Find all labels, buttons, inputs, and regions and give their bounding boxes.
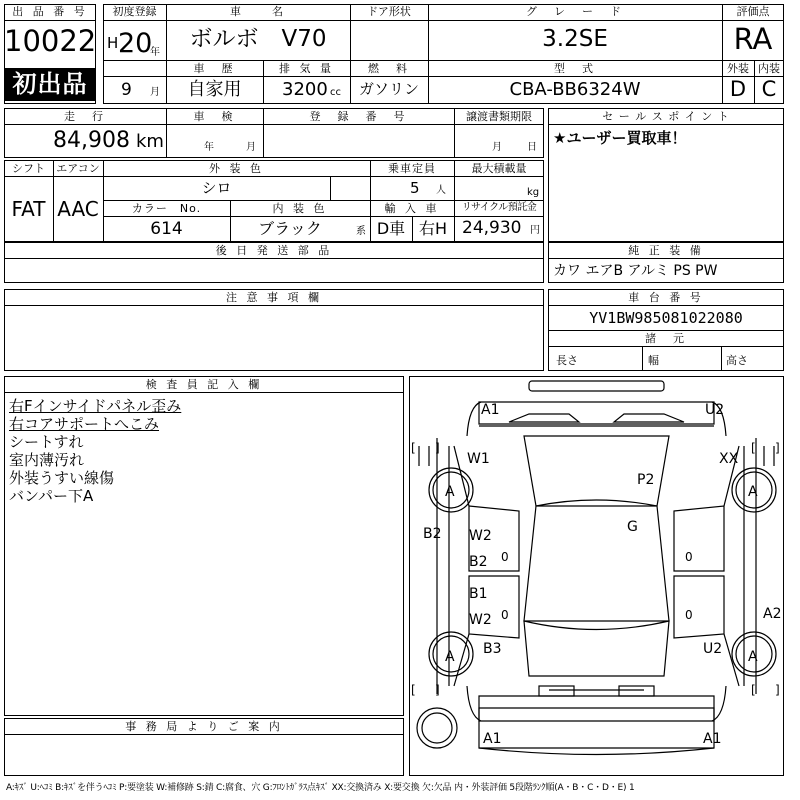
mark-door-fl-1: W2 — [469, 528, 492, 544]
mark-door-rl-1: B1 — [469, 586, 488, 602]
mark-hood: P2 — [637, 472, 655, 488]
mark-side-left: B2 — [423, 526, 442, 542]
color-no: 614 — [150, 219, 183, 239]
front-bumper-outline — [479, 402, 714, 424]
int-color: ブラック — [258, 219, 322, 238]
model-code: CBA-BB6324W — [509, 79, 641, 100]
bracket-open-rear-right: [ — [751, 683, 756, 697]
history-header: 車 歴 — [193, 62, 236, 75]
height-label: 高さ — [726, 354, 748, 367]
transfer-day-unit: 日 — [527, 142, 537, 153]
recycle-unit: 円 — [530, 225, 540, 236]
headlight-right — [614, 414, 684, 422]
genuine-equip-header: 純 正 装 備 — [628, 244, 704, 257]
displacement-unit: cc — [330, 87, 341, 98]
mark-bumper-rear-left: A1 — [483, 731, 502, 747]
int-color-suffix: 系 — [356, 226, 366, 237]
grade-header: グ レ ー ド — [526, 5, 624, 18]
inspection-year-unit: 年 — [204, 142, 214, 153]
displacement: 3200 — [282, 79, 328, 100]
interior-header: 内装 — [758, 62, 780, 75]
car-name: ボルボ V70 — [189, 26, 327, 52]
model-code-header: 型 式 — [554, 62, 596, 75]
genuine-equipment: カワ エアB アルミ PS PW — [553, 263, 718, 279]
mark-front-left: A1 — [481, 402, 500, 418]
inspector-note-line: 右コアサポートへこみ — [9, 415, 160, 433]
mark-roof: G — [627, 519, 638, 535]
year-unit: 年 — [150, 47, 160, 58]
ext-color-header: 外 装 色 — [209, 162, 264, 175]
car-diagram — [409, 376, 784, 776]
aircon-header: エアコン — [56, 162, 100, 175]
shift: FAT — [11, 197, 46, 221]
later-parts-header: 後 日 発 送 部 品 — [215, 244, 333, 257]
hood — [524, 436, 669, 506]
fuel-header: 燃 料 — [368, 62, 410, 75]
chassis-number: YV1BW985081022080 — [589, 309, 743, 327]
door-handle-fl: 0 — [501, 550, 509, 564]
rating: RA — [733, 22, 773, 56]
capacity-unit: 人 — [436, 185, 446, 196]
mark-wheel-rl: A — [445, 649, 455, 665]
inspector-note-line: 室内薄汚れ — [9, 451, 85, 469]
capacity-header: 乗車定員 — [388, 162, 436, 175]
mark-wheel-fl: A — [445, 484, 455, 500]
transfer-docs-header: 譲渡書類期限 — [466, 110, 532, 123]
mark-rear-quarter-right: A2 — [763, 606, 782, 622]
transfer-month-unit: 月 — [492, 142, 502, 153]
length-label: 長さ — [556, 354, 578, 367]
bracket-close-rear-right: ] — [775, 683, 780, 697]
damage-legend: A:ｷｽﾞ U:ﾍｺﾐ B:ｷｽﾞを伴うﾍｺﾐ P:要塗装 W:補修跡 S:錆 C:腐食、穴 G:ﾌﾛﾝﾄｶﾞﾗｽ点ｷｽﾞ XX:交換済み X:要交換 欠:欠品 内・外装評価 5段階ﾗﾝｸ順(A・B・C・D・E) 1 — [6, 783, 635, 793]
taillight-left — [539, 686, 574, 696]
mark-fender-left: W1 — [467, 451, 490, 467]
inspector-header: 検 査 員 記 入 欄 — [145, 378, 263, 391]
inspector-note-line: 右Fインサイドパネル歪み — [9, 397, 182, 415]
mileage-unit: km — [136, 131, 164, 152]
registration-header: 登 録 番 号 — [309, 110, 408, 123]
era-letter: H — [107, 34, 119, 52]
mark-front-right: U2 — [705, 402, 725, 418]
month-unit: 月 — [150, 87, 160, 98]
mark-rear-right: U2 — [703, 641, 723, 657]
first-listing-stamp: 初出品 — [5, 68, 95, 101]
mark-door-fl-2: B2 — [469, 554, 488, 570]
exterior-header: 外装 — [727, 62, 749, 75]
roof — [524, 500, 669, 630]
door-handle-rl: 0 — [501, 608, 509, 622]
front-bumper-top — [529, 381, 664, 391]
inspection-month-unit: 月 — [246, 142, 256, 153]
inspector-note-line: バンパー下A — [9, 487, 94, 505]
chassis-header: 車 台 番 号 — [628, 291, 704, 304]
interior-grade: C — [761, 77, 777, 101]
rating-header: 評価点 — [736, 5, 770, 18]
recycle-header: リサイクル預託金 — [461, 202, 537, 213]
capacity: 5 — [410, 179, 420, 197]
car-name-header: 車 名 — [230, 5, 286, 18]
ext-color: シロ — [201, 179, 232, 197]
bracket-open-front-left: [ — [411, 441, 416, 455]
dimensions-header: 諸 元 — [645, 332, 687, 345]
lot-number: 10022 — [4, 24, 97, 58]
sales-point-text: ★ユーザー買取車！ — [553, 129, 687, 147]
headlight-left — [509, 414, 579, 422]
grade: 3.2SE — [542, 26, 608, 52]
spare-tire — [417, 708, 457, 748]
exterior-grade: D — [729, 77, 747, 101]
mileage-header: 走 行 — [64, 110, 106, 123]
max-load-header: 最大積載量 — [471, 162, 527, 175]
lot-number-header: 出 品 番 号 — [12, 5, 88, 18]
rear-bumper-lower — [479, 708, 714, 748]
bracket-open-rear-left: [ — [411, 683, 416, 697]
max-load-unit: kg — [527, 187, 540, 198]
door-handle-rr: 0 — [685, 608, 693, 622]
sales-point-header: セ ー ル ス ポ イ ン ト — [602, 110, 730, 123]
bracket-close-front-left: ] — [435, 441, 440, 455]
displacement-header: 排 気 量 — [279, 62, 334, 75]
bracket-close-front-right: ] — [775, 441, 780, 455]
first-reg-header: 初度登録 — [112, 5, 157, 18]
office-header: 事 務 局 よ り ご 案 内 — [125, 720, 283, 733]
recycle-fee: 24,930 — [462, 218, 522, 238]
fuel: ガソリン — [358, 80, 419, 98]
bracket-open-front-right: [ — [751, 441, 756, 455]
door-type-header: ドア形状 — [367, 5, 411, 18]
int-color-header: 内 装 色 — [272, 202, 328, 215]
mark-bumper-rear-right: A1 — [703, 731, 722, 747]
inspector-note-line: シートすれ — [9, 433, 84, 451]
first-reg-month: 9 — [121, 80, 132, 100]
mileage: 84,908 — [53, 128, 130, 153]
notes-header: 注 意 事 項 欄 — [226, 291, 322, 304]
mark-fender-right: XX — [719, 451, 739, 467]
mark-wheel-rr: A — [748, 649, 758, 665]
inspector-note-line: 外装うすい線傷 — [9, 469, 115, 487]
door-rear-right — [674, 576, 724, 638]
mark-door-rl-2: W2 — [469, 612, 492, 628]
door-front-right — [674, 506, 724, 571]
first-reg-year: 20 — [118, 28, 153, 59]
door-handle-fr: 0 — [685, 550, 693, 564]
history: 自家用 — [187, 79, 242, 100]
mark-rear-left: B3 — [483, 641, 502, 657]
bracket-close-rear-left: ] — [435, 683, 440, 697]
aircon: AAC — [57, 197, 99, 221]
import-header: 輸 入 車 — [384, 202, 440, 215]
color-no-header: カラー No. — [131, 202, 202, 215]
shift-header: シフト — [12, 162, 45, 175]
steering: 右H — [418, 219, 448, 238]
width-label: 幅 — [648, 354, 659, 367]
inspection-header: 車 検 — [193, 110, 236, 123]
taillight-right — [619, 686, 654, 696]
mark-wheel-fr: A — [748, 484, 758, 500]
import-type: D車 — [376, 219, 406, 238]
